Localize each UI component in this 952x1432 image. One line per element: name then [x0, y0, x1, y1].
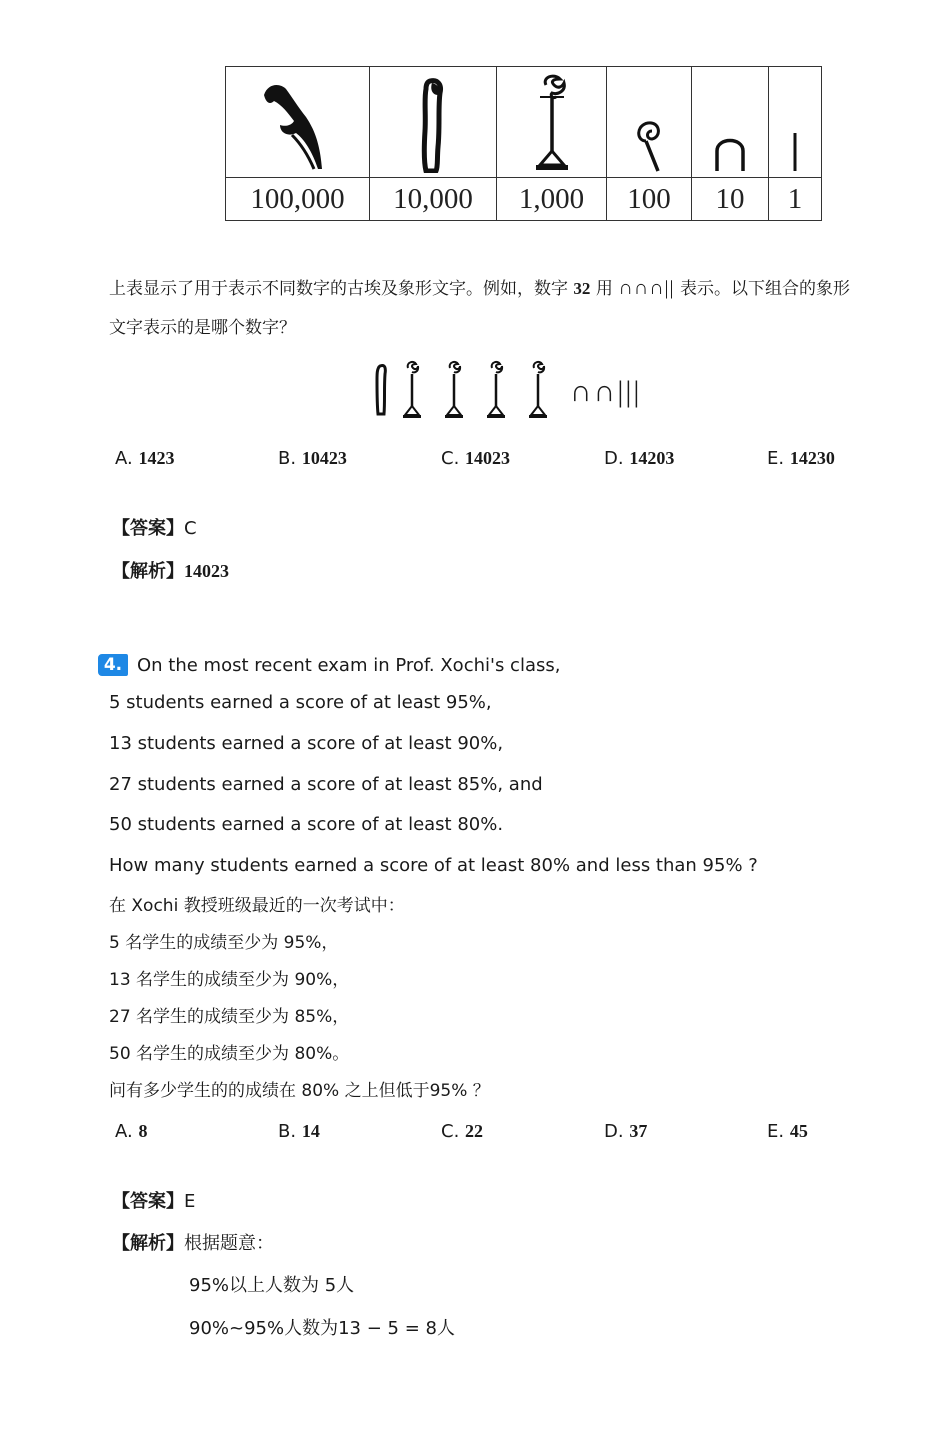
q4-zh-line: 5 名学生的成绩至少为 95%，	[109, 933, 339, 953]
option-value: 10423	[301, 448, 347, 468]
bird-tadpole-glyph-icon	[226, 67, 370, 178]
option-letter: A.	[115, 1121, 133, 1142]
option-value: 22	[465, 1121, 484, 1141]
q3-analysis	[112, 559, 229, 584]
value-cell: 10	[692, 178, 769, 221]
coil-rope-glyph-icon	[607, 67, 692, 178]
value-cell: 10,000	[370, 178, 497, 221]
q4-en-line: 13 students earned a score of at least 90%,	[109, 733, 504, 754]
lotus-glyph-icon	[497, 67, 607, 178]
q3-option-c[interactable]	[441, 446, 510, 471]
option-letter: C.	[441, 448, 460, 469]
option-letter: A.	[115, 448, 133, 469]
option-letter: B.	[278, 1121, 297, 1142]
stem-example-glyphs: ∩∩∩||	[618, 277, 675, 299]
q4-zh-line: 在 Xochi 教授班级最近的一次考试中：	[109, 896, 405, 916]
q3-option-b[interactable]	[278, 446, 347, 471]
stem-number: 32	[573, 279, 591, 298]
option-letter: B.	[278, 448, 297, 469]
q4-option-d[interactable]	[604, 1119, 647, 1144]
analysis-line: 95%以上人数为 5人	[189, 1275, 355, 1296]
glyph-combination	[372, 360, 672, 422]
value-cell: 100	[607, 178, 692, 221]
option-value: 14203	[629, 448, 675, 468]
analysis-line: 90%~95%人数为13 − 5 = 8人	[189, 1318, 455, 1339]
value-cell: 1,000	[497, 178, 607, 221]
q4-zh-line: 50 名学生的成绩至少为 80%。	[109, 1044, 350, 1064]
option-letter: D.	[604, 448, 624, 469]
option-value: 37	[629, 1121, 648, 1141]
analysis-label: 【解析】	[112, 1233, 184, 1254]
q4-option-b[interactable]	[278, 1119, 320, 1144]
analysis-intro: 根据题意：	[184, 1233, 274, 1254]
option-value: 1423	[138, 448, 175, 468]
q4-zh-line: 13 名学生的成绩至少为 90%，	[109, 970, 350, 990]
question-number-badge: 4.	[98, 654, 128, 676]
analysis-label: 【解析】	[112, 561, 184, 582]
option-value: 14	[301, 1121, 320, 1141]
option-letter: E.	[767, 448, 785, 469]
q3-answer	[112, 517, 197, 541]
combo-tail-glyphs: ∩∩|||	[570, 375, 642, 408]
answer-value: C	[184, 518, 197, 539]
q4-option-a[interactable]	[115, 1119, 147, 1144]
stem-text: 上表显示了用于表示不同数字的古埃及象形文字。例如，数字	[109, 279, 568, 299]
q4-en-line: How many students earned a score of at least 80% and less than 95% ?	[109, 855, 758, 876]
option-letter: D.	[604, 1121, 624, 1142]
answer-value: E	[184, 1191, 196, 1212]
heel-bone-glyph-icon	[692, 67, 769, 178]
analysis-value: 14023	[184, 561, 229, 581]
q4-zh-line: 27 名学生的成绩至少为 85%，	[109, 1007, 350, 1027]
q4-option-e[interactable]	[767, 1119, 808, 1144]
q4-en-line: 5 students earned a score of at least 95%,	[109, 692, 492, 713]
q3-stem-line2: 文字表示的是哪个数字？	[109, 318, 296, 338]
stem-text: 表示。以下组合的象形	[679, 279, 850, 299]
option-value: 8	[138, 1121, 148, 1141]
option-letter: C.	[441, 1121, 460, 1142]
option-value: 45	[789, 1121, 808, 1141]
q4-en-line: 27 students earned a score of at least 85%, and	[109, 774, 543, 795]
q3-option-a[interactable]	[115, 446, 174, 471]
finger-glyph-icon	[370, 67, 497, 178]
value-cell: 1	[769, 178, 822, 221]
q4-zh-line: 问有多少学生的的成绩在 80% 之上但低于95% ？	[109, 1081, 490, 1101]
q4-answer	[112, 1190, 195, 1214]
stroke-glyph-icon	[769, 67, 822, 178]
hieroglyph-table	[225, 66, 822, 221]
answer-label: 【答案】	[112, 518, 184, 539]
q3-option-d[interactable]	[604, 446, 674, 471]
q4-en-line: 50 students earned a score of at least 80%.	[109, 814, 504, 835]
stem-text: 用	[595, 279, 613, 299]
option-letter: E.	[767, 1121, 785, 1142]
q4-option-c[interactable]	[441, 1119, 483, 1144]
answer-label: 【答案】	[112, 1191, 184, 1212]
q4-analysis	[112, 1232, 274, 1256]
option-value: 14023	[465, 448, 511, 468]
q4-en-line: On the most recent exam in Prof. Xochi's class,	[137, 655, 561, 676]
q3-stem-line1	[109, 276, 850, 301]
value-cell: 100,000	[226, 178, 370, 221]
option-value: 14230	[789, 448, 835, 468]
q3-option-e[interactable]	[767, 446, 835, 471]
